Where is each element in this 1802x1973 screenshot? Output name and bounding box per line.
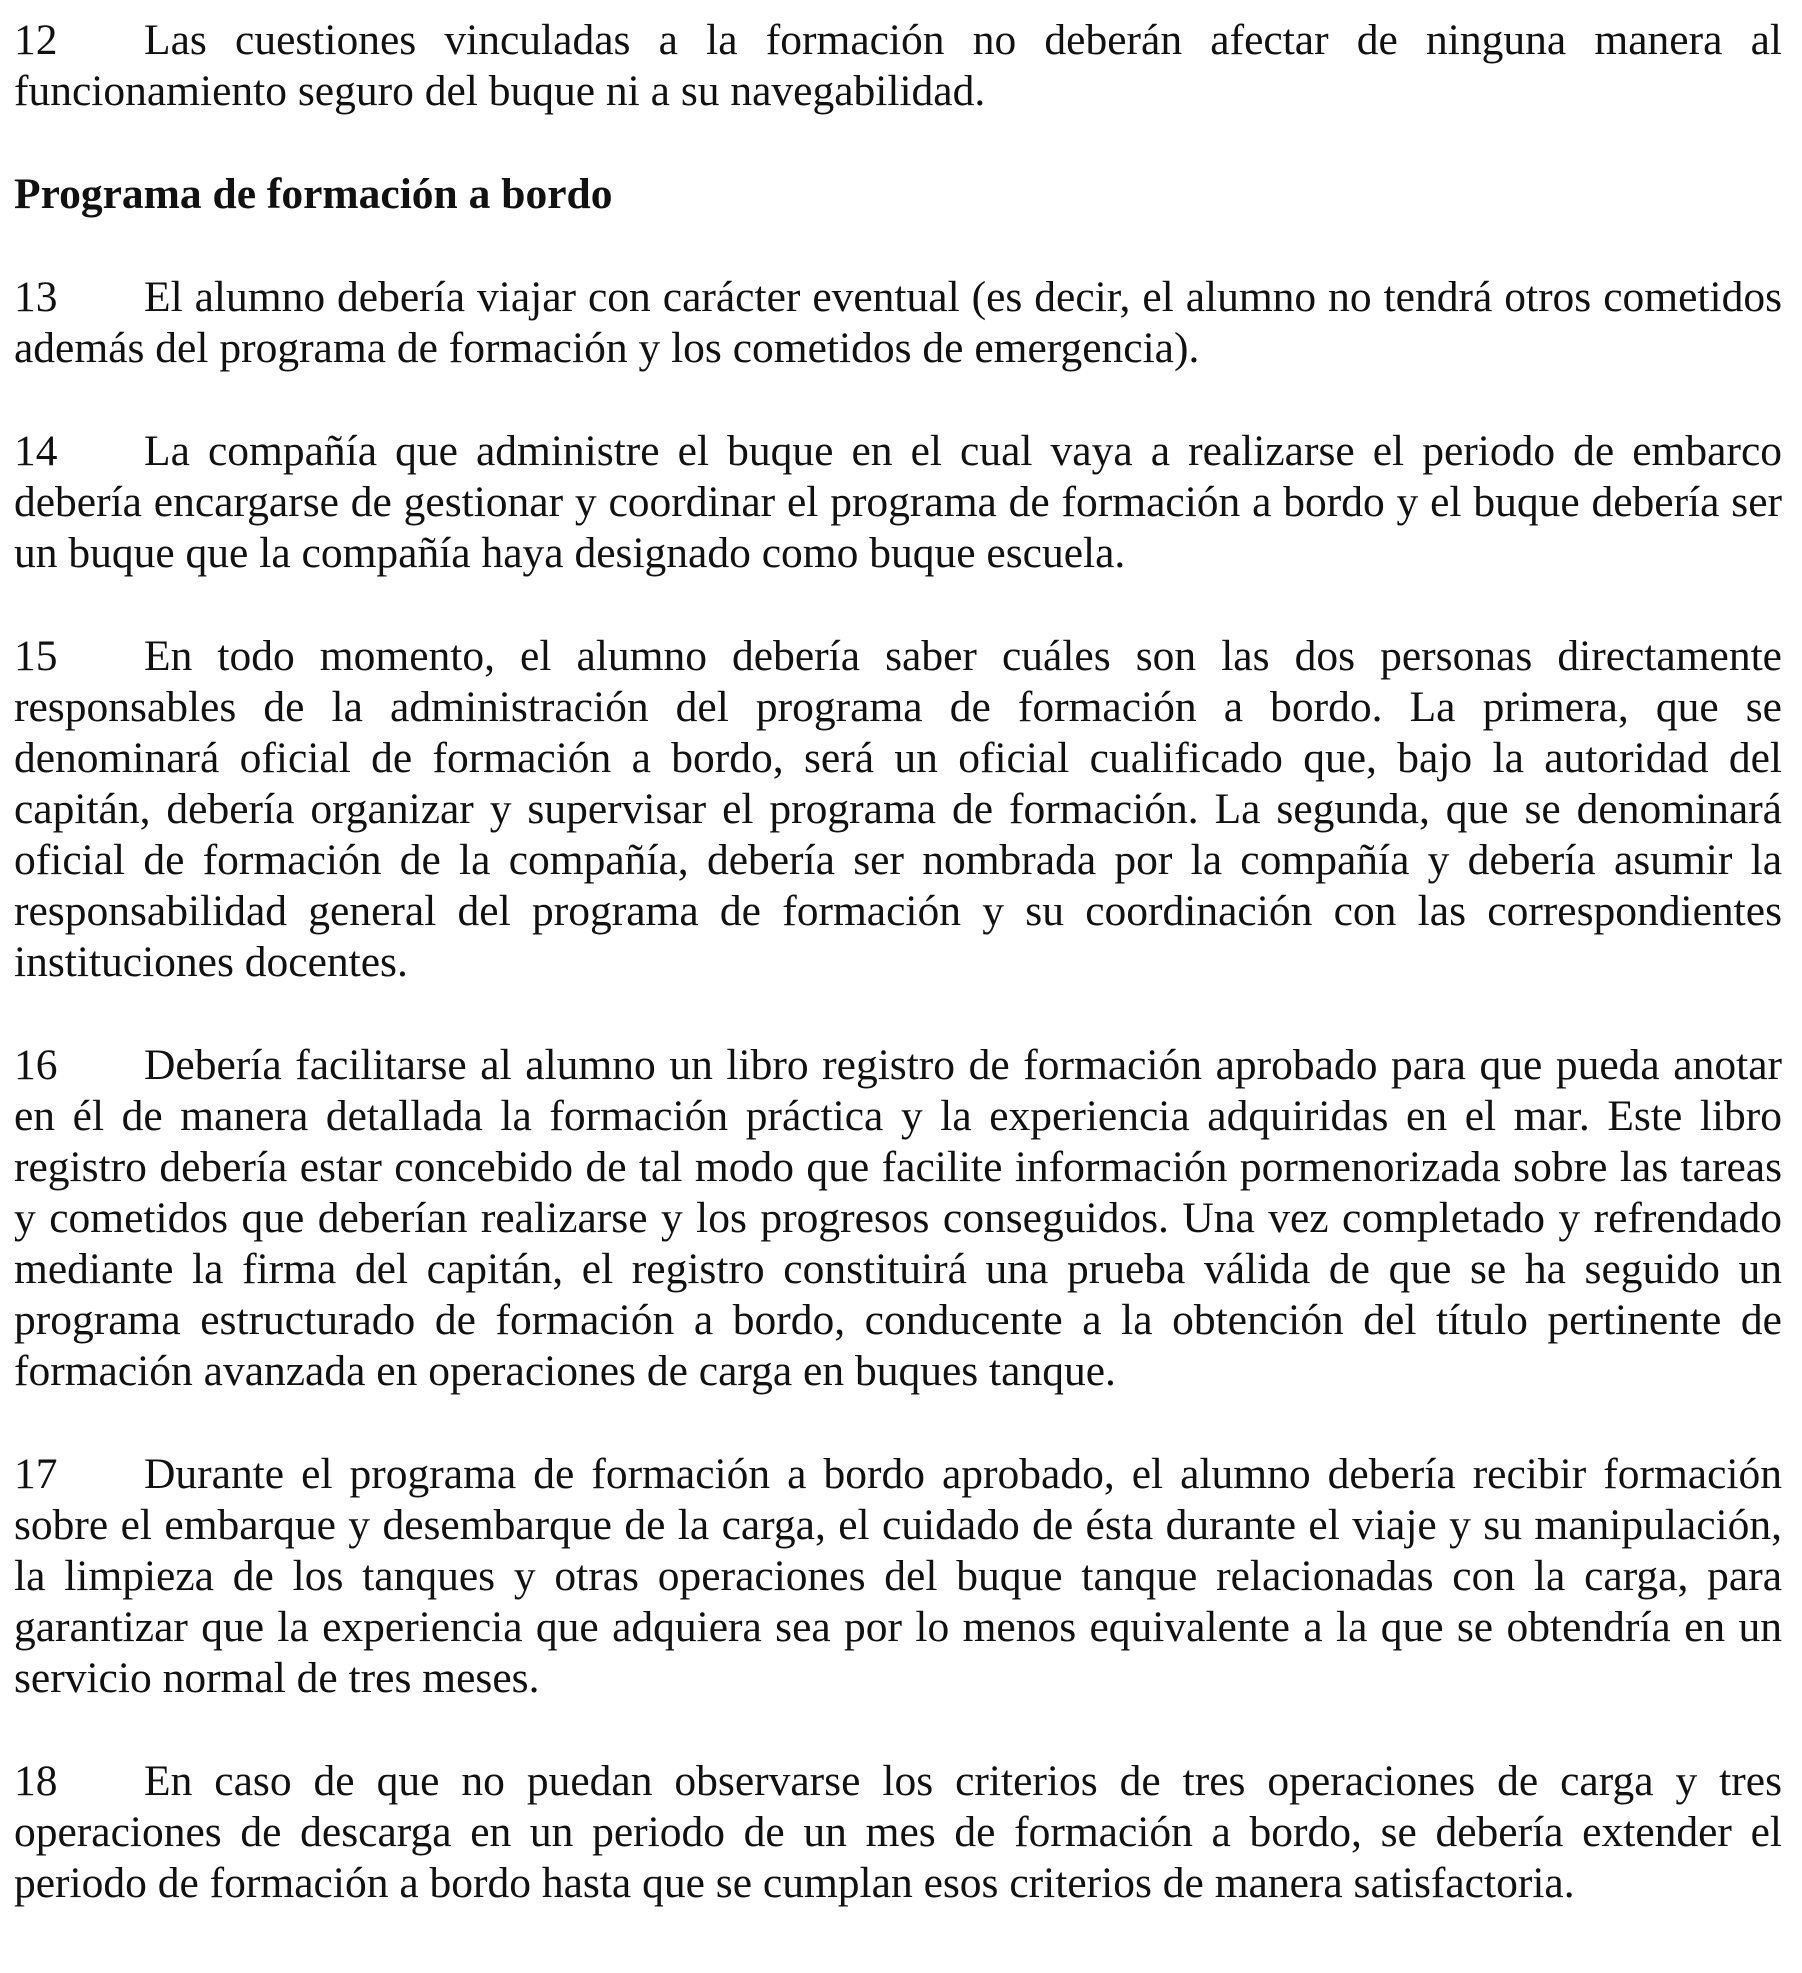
paragraph-18: [14, 1756, 1782, 1909]
paragraph-number: 18: [14, 1757, 58, 1805]
paragraph-text: Las cuestiones vinculadas a la formación no deberán afectar de ninguna manera al funcionamiento seguro del buque ni a su navegabilidad.: [14, 16, 1782, 115]
paragraph-number: 16: [14, 1041, 58, 1089]
document-page: [14, 0, 1782, 1909]
paragraph-16: [14, 1040, 1782, 1397]
paragraph-number: 14: [14, 427, 58, 475]
paragraph-13: [14, 272, 1782, 374]
paragraph-number: 15: [14, 632, 58, 680]
paragraph-12: [14, 0, 1782, 117]
paragraph-17: [14, 1449, 1782, 1704]
paragraph-number: 17: [14, 1450, 58, 1498]
section-heading: Programa de formación a bordo: [14, 170, 613, 218]
paragraph-15: [14, 631, 1782, 988]
paragraph-text: El alumno debería viajar con carácter eventual (es decir, el alumno no tendrá otros cometidos además del programa de formación y los cometidos de emergencia).: [14, 273, 1782, 372]
paragraph-text: Debería facilitarse al alumno un libro registro de formación aprobado para que pueda anotar en él de manera detallada la formación práctica y la experiencia adquiridas en el mar. Este libro registro debería estar concebido de tal modo que facilite información pormenorizada sobre las tareas y cometidos que deberían realizarse y los progresos conseguidos. Una vez completado y refrendado mediante la firma del capitán, el registro constituirá una prueba válida de que se ha seguido un programa estructurado de formación a bordo, conducente a la obtención del título pertinente de formación avanzada en operaciones de carga en buques tanque.: [14, 1041, 1782, 1395]
paragraph-14: [14, 426, 1782, 579]
paragraph-text: La compañía que administre el buque en el cual vaya a realizarse el periodo de embarco debería encargarse de gestionar y coordinar el programa de formación a bordo y el buque debería ser un buque que la compañía haya designado como buque escuela.: [14, 427, 1782, 577]
paragraph-text: En caso de que no puedan observarse los criterios de tres operaciones de carga y tres operaciones de descarga en un periodo de un mes de formación a bordo, se debería extender el periodo de formación a bordo hasta que se cumplan esos criterios de manera satisfactoria.: [14, 1757, 1782, 1907]
paragraph-number: 13: [14, 273, 58, 321]
paragraph-text: En todo momento, el alumno debería saber cuáles son las dos personas directamente responsables de la administración del programa de formación a bordo. La primera, que se denominará oficial de formación a bordo, será un oficial cualificado que, bajo la autoridad del capitán, debería organizar y supervisar el programa de formación. La segunda, que se denominará oficial de formación de la compañía, debería ser nombrada por la compañía y debería asumir la responsabilidad general del programa de formación y su coordinación con las correspondientes instituciones docentes.: [14, 632, 1782, 986]
paragraph-number: 12: [14, 16, 58, 64]
paragraph-text: Durante el programa de formación a bordo aprobado, el alumno debería recibir formación sobre el embarque y desembarque de la carga, el cuidado de ésta durante el viaje y su manipulación, la limpieza de los tanques y otras operaciones del buque tanque relacionadas con la carga, para garantizar que la experiencia que adquiera sea por lo menos equivalente a la que se obtendría en un servicio normal de tres meses.: [14, 1450, 1782, 1702]
